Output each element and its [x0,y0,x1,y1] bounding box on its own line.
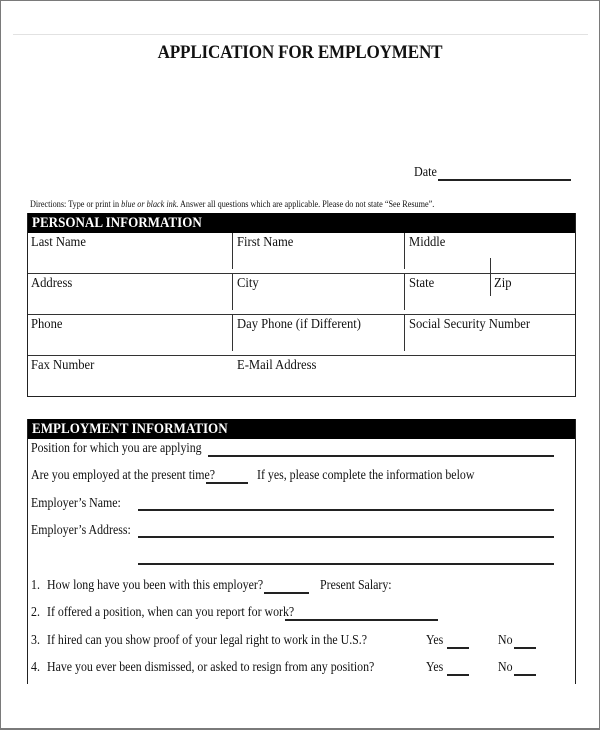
question-number: 2. [31,604,40,619]
section-heading [28,213,575,233]
date-label: Date [414,164,437,179]
middle-field[interactable] [406,233,569,271]
employer-name-row [31,495,133,511]
q3-yes-field[interactable] [447,647,469,649]
employed-field[interactable] [206,482,248,484]
q4-yes-field[interactable] [447,674,469,676]
section-heading [28,419,575,439]
employer-name-field[interactable] [138,509,554,511]
employer-name-label: Employer’s Name: [31,495,121,510]
question-3-text: If hired can you show proof of your legal right to work in the U.S.? [47,632,368,647]
employed-row [31,467,240,483]
question-number: 3. [31,632,40,647]
day-phone-field[interactable] [234,315,407,353]
page-top-rule [13,34,588,35]
personal-row-name [28,233,575,274]
directions-prefix: Directions: Type or print in [30,200,122,210]
present-salary-label: Present Salary: [320,577,392,592]
question-number: 1. [31,577,40,592]
q3-no-field[interactable] [514,647,536,649]
employer-address-field[interactable] [138,536,554,538]
field-label: First Name [237,235,294,250]
question-2-text: If offered a position, when can you report for work? [47,604,295,619]
first-name-field[interactable] [234,233,407,271]
field-label: Last Name [31,235,86,250]
question-4-text: Have you ever been dismissed, or asked to resign from any position? [47,659,375,674]
city-field[interactable] [234,274,407,312]
directions-ink: blue or black ink. [121,200,179,210]
field-label: Fax Number [31,358,95,373]
question-number: 4. [31,659,40,674]
personal-row-phone [28,315,575,356]
position-field[interactable] [208,455,554,457]
field-label: Phone [31,317,63,332]
cell-divider [232,233,233,269]
field-label: E-Mail Address [237,358,317,373]
field-label: Zip [494,276,512,291]
personal-row-address [28,274,575,315]
phone-field[interactable] [28,315,235,353]
field-label: State [409,276,435,291]
field-label: Address [31,276,73,291]
personal-row-contact [28,356,575,396]
cell-divider [232,315,233,351]
employment-heading-text: EMPLOYMENT INFORMATION [32,421,228,437]
cell-divider [490,258,491,273]
last-name-field[interactable] [28,233,235,271]
address-field[interactable] [28,274,235,312]
cell-divider [232,274,233,310]
tenure-field[interactable] [264,592,309,594]
cell-divider [404,315,405,351]
no-label: No [498,659,513,674]
email-field[interactable] [234,356,567,394]
directions-suffix: Answer all questions which are applicable. Please do not state “See Resume”. [178,200,435,210]
field-label: City [237,276,259,291]
yes-label: Yes [426,632,444,647]
form-title: APPLICATION FOR EMPLOYMENT [157,42,443,63]
date-field[interactable] [438,179,571,181]
field-label: Day Phone (if Different) [237,317,361,332]
employer-address-field-2[interactable] [138,563,554,565]
ssn-field[interactable] [406,315,574,353]
personal-heading-text: PERSONAL INFORMATION [32,215,202,231]
employed-label: Are you employed at the present time? [31,467,216,482]
field-label: Middle [409,235,446,250]
employer-address-row [31,522,144,538]
no-label: No [498,632,513,647]
cell-divider [404,233,405,269]
field-label: Social Security Number [409,317,531,332]
position-label: Position for which you are applying [31,440,202,455]
question-1-text: How long have you been with this employer? [47,577,264,592]
personal-information-section [27,213,576,397]
fax-number-field[interactable] [28,356,235,394]
state-field[interactable] [406,274,491,312]
employer-address-label: Employer’s Address: [31,522,131,537]
employed-note: If yes, please complete the information below [257,467,475,482]
q4-no-field[interactable] [514,674,536,676]
yes-label: Yes [426,659,444,674]
zip-field[interactable] [491,274,574,312]
cell-divider [404,274,405,310]
employment-information-section [27,419,576,684]
position-row [31,440,225,456]
start-date-field[interactable] [285,619,438,621]
directions-text [30,200,434,210]
